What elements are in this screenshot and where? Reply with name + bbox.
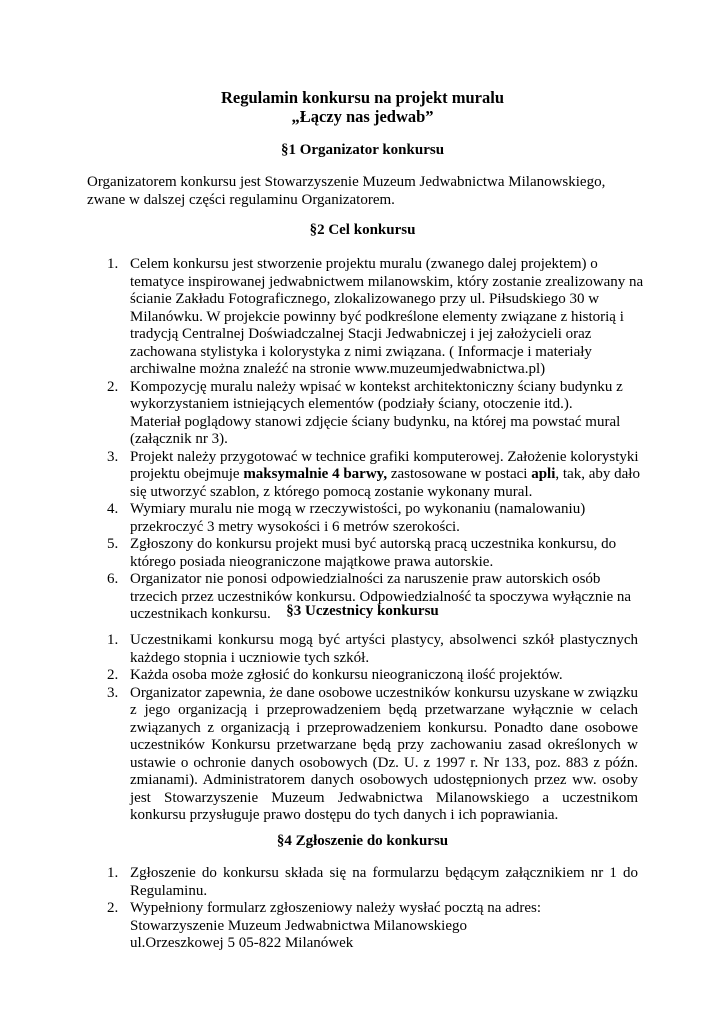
section-3-list: [107, 632, 638, 825]
item-number: 2.: [107, 900, 119, 916]
list-item: [107, 378, 650, 449]
list-item: [107, 448, 650, 502]
item-number: 3.: [107, 684, 119, 701]
item-number: 2.: [107, 667, 119, 683]
list-item: [107, 501, 650, 536]
item-number: 6.: [107, 571, 119, 587]
item-text: Zgłoszenie do konkursu składa się na formularzu będącym załącznikiem nr 1 do Regulaminu.: [130, 865, 638, 899]
section-4-list: [107, 865, 638, 953]
item-number: 1.: [107, 256, 119, 272]
item-number: 1.: [107, 632, 119, 648]
item-number: 2.: [107, 378, 119, 395]
list-item: [107, 536, 650, 571]
address-line-1: Stowarzyszenie Muzeum Jedwabnictwa Milanowskiego: [130, 917, 467, 934]
list-item: [107, 632, 638, 667]
item-text: Organizator nie ponosi odpowiedzialności za naruszenie praw autorskich osób trzecich przez uczestników konkursu. Odpowiedzialność ta spoczywa wyłącznie na uczestnikach konkursu.: [130, 571, 632, 622]
item-text: Każda osoba może zgłosić do konkursu nieograniczoną ilość projektów.: [130, 667, 563, 683]
item-text-mid: zastosowane w postaci: [387, 466, 532, 482]
item-text: Zgłoszony do konkursu projekt musi być autorską pracą uczestnika konkursu, do którego posiada nieograniczone majątkowe prawa autorskie.: [130, 536, 617, 570]
title-line-2: „Łączy nas jedwab”: [291, 107, 434, 126]
item-text: Kompozycję muralu należy wpisać w kontekst architektoniczny ściany budynku z wykorzystaniem istniejących elementów (podziały ściany, otoczenie itd.).: [130, 378, 623, 412]
item-number: 4.: [107, 501, 119, 517]
section-1-text: Organizatorem konkursu jest Stowarzyszenie Muzeum Jedwabnictwa Milanowskiego, zwane w dalszej części regulaminu Organizatorem.: [87, 174, 606, 208]
document-title: [0, 88, 725, 126]
item-text: Wypełniony formularz zgłoszeniowy należy wysłać pocztą na adres:: [130, 900, 542, 916]
section-4-heading: §4 Zgłoszenie do konkursu: [276, 833, 449, 849]
item-text: Organizator zapewnia, że dane osobowe uczestników konkursu uzyskane w związku z jego organizacją i przeprowadzeniem będą przetwarzane wyłącznie w celach związanych z organizacją i przeprowadzeniem konkursu. Ponadto dane osobowe uczestników Konkursu przetwarzane będą przy zachowaniu zasad określonych w ustawie o ochronie danych osobowych (Dz. U. z 1997 r. Nr 133, poz. 883 z późn. zmianami). Administratorem danych osobowych udostępnionych przez ww. osoby jest Stowarzyszenie Muzeum Jedwabnictwa Milanowskiego a uczestnikom konkursu przysługuje prawo dostępu do tych danych i ich poprawiania.: [130, 684, 638, 823]
section-2-heading: §2 Cel konkursu: [309, 222, 416, 238]
item-text-bold-colors: maksymalnie 4 barwy,: [243, 466, 388, 482]
item-text-bold-apli: apli: [531, 466, 556, 482]
item-text-pre: Projekt należy przygotować w technice grafiki komputerowej. Założenie kolorystyki projektu obejmuje: [130, 448, 639, 482]
item-number: 5.: [107, 536, 119, 552]
section-2-list: [107, 256, 650, 624]
title-line-1: Regulamin konkursu na projekt muralu: [220, 88, 504, 107]
address-line-2: ul.Orzeszkowej 5 05-822 Milanówek: [130, 935, 354, 951]
item-number: 1.: [107, 865, 119, 881]
item-text-continued: Materiał poglądowy stanowi zdjęcie ściany budynku, na której ma powstać mural (załącznik nr 3).: [130, 413, 621, 447]
item-text: Celem konkursu jest stworzenie projektu muralu (zwanego dalej projektem) o tematyce inspirowanej jedwabnictwem milanowskim, który zostanie zrealizowany na ścianie Zakładu Fotograficznego, zlokalizowanego przy ul. Piłsudskiego 30 w Milanówku. W projekcie powinny być podkreślone elementy związane z historią i tradycją Centralnej Doświadczalnej Stacji Jedwabniczej i jej założycieli oraz zachowana stylistyka i kolorystyka z nimi związana. ( Informacje i materiały archiwalne można znaleźć na stronie www.muzeumjedwabnictwa.pl): [130, 256, 644, 377]
item-text: Uczestnikami konkursu mogą być artyści plastycy, absolwenci szkół plastycznych każdego stopnia i uczniowie tych szkół.: [130, 632, 638, 666]
list-item: [107, 900, 638, 953]
section-3-heading: §3 Uczestnicy konkursu: [286, 603, 439, 619]
item-number: 3.: [107, 448, 119, 465]
item-text: Wymiary muralu nie mogą w rzeczywistości, po wykonaniu (namalowaniu) przekroczyć 3 metry wysokości i 6 metrów szerokości.: [130, 501, 586, 535]
list-item: [107, 256, 650, 379]
list-item: [107, 667, 638, 685]
section-1-heading: §1 Organizator konkursu: [280, 142, 445, 158]
list-item: [107, 865, 638, 900]
list-item: [107, 684, 638, 825]
item-text-post: , tak, aby dało się utworzyć szablon, z którego pomocą zostanie wykonany mural.: [130, 466, 640, 500]
